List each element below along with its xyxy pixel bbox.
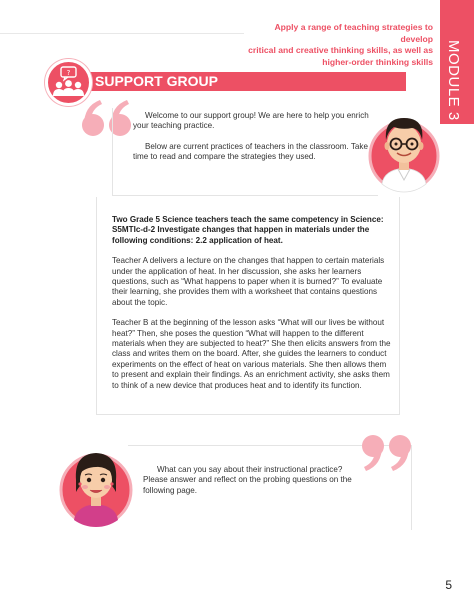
page-number: 5 xyxy=(445,578,452,592)
teacher-b-paragraph: Teacher B at the beginning of the lesson asks “What will our lives be without heat?” Then, she poses the question “What will happen to the different materials when they are subjected to heat?” She then elicits answers from the class and writes them on the board. After, she guides the learners to conduct experiments on the effect of heat on various materials. She then allows them to present and explain their findings. As an enrichment activity, she asks them to think of a new device that produces heat and to identify its function. xyxy=(112,318,391,390)
teacher-a-paragraph: Teacher A delivers a lecture on the changes that happen to certain materials under the application of heat. In her discussion, she asks her learners questions, such as “What happens to paper when it is burned?” To evaluate their learning, she provides them with a worksheet that contains questions about the topic. xyxy=(112,256,385,307)
objective-line-2: critical and creative thinking skills, as well as xyxy=(248,45,433,55)
objective-line-3: higher-order thinking skills xyxy=(322,56,433,67)
close-quote-icon xyxy=(360,433,414,473)
welcome-paragraph: Welcome to our support group! We are here to help you enrich your teaching practice. xyxy=(133,111,369,131)
reflection-prompt: What can you say about their instructional practice? Please answer and reflect on the probing questions on the following page. xyxy=(143,465,352,495)
objective-line-1: Apply a range of teaching strategies to develop xyxy=(274,22,433,44)
svg-text:?: ? xyxy=(66,69,71,77)
case-text xyxy=(112,215,394,391)
male-teacher-avatar xyxy=(368,96,440,196)
instructions-paragraph: Below are current practices of teachers in the classroom. Take time to read and compare the strategies they used. xyxy=(133,141,368,162)
section-title: SUPPORT GROUP xyxy=(95,73,218,89)
module-objective xyxy=(247,22,433,68)
case-title: Two Grade 5 Science teachers teach the same competency in Science: S5MTIc-d-2 Investigate changes that happen in materials under the following conditions: 2.2 application of heat. xyxy=(112,215,384,245)
female-teacher-avatar xyxy=(58,440,134,530)
header-divider xyxy=(0,33,244,34)
module-tab xyxy=(440,0,474,124)
module-tab-label: MODULE 3 xyxy=(445,40,462,121)
welcome-text xyxy=(133,111,373,163)
